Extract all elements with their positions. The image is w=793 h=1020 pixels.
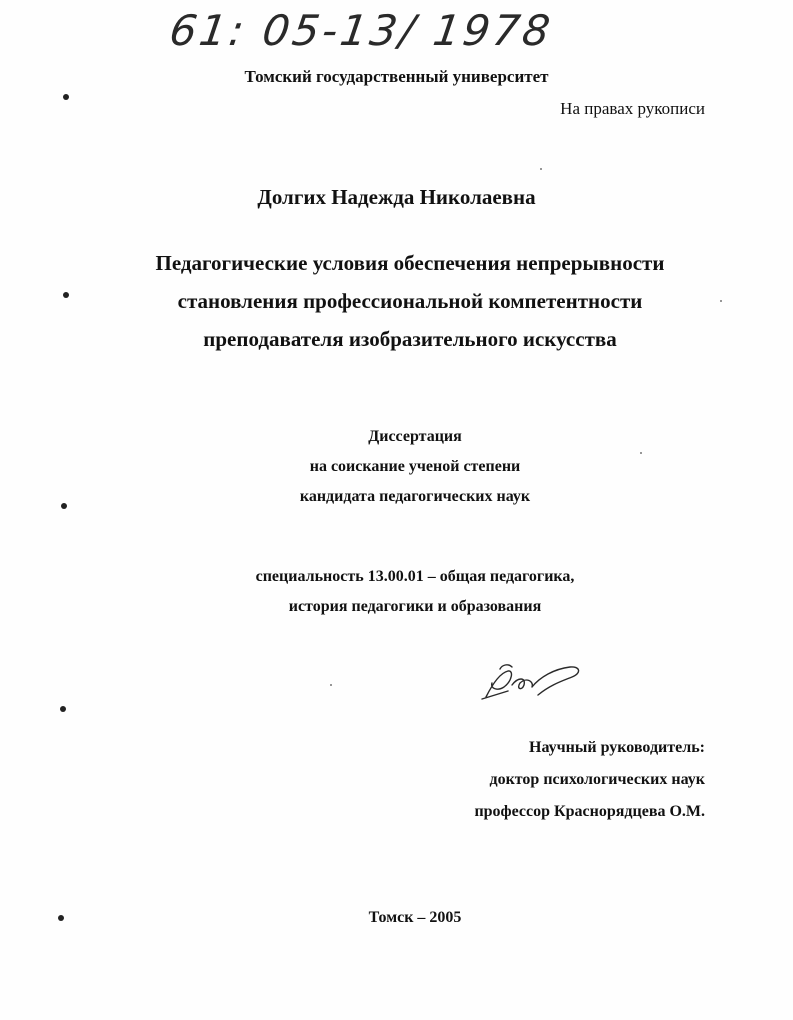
scan-speck xyxy=(640,452,642,454)
scan-speck xyxy=(540,168,542,170)
specialty-line: специальность 13.00.01 – общая педагогика, xyxy=(255,568,575,585)
specialty-info xyxy=(0,562,793,622)
author-name: Долгих Надежда Николаевна xyxy=(257,185,536,209)
supervisor-degree: доктор психологических наук xyxy=(489,771,705,788)
punch-hole-mark xyxy=(58,915,64,921)
title-line: Педагогические условия обеспечения непрерывности xyxy=(155,251,665,275)
supervisor-name: профессор Краснорядцева О.М. xyxy=(474,803,705,820)
city-year: Томск – 2005 xyxy=(368,909,462,926)
degree-info xyxy=(0,422,793,512)
supervisor-label: Научный руководитель: xyxy=(529,739,705,756)
degree-line: на соискание ученой степени xyxy=(309,458,521,475)
specialty-line: история педагогики и образования xyxy=(288,598,542,615)
title-line: становления профессиональной компетентности xyxy=(177,289,643,313)
handwritten-signature xyxy=(478,655,588,705)
title-line: преподавателя изобразительного искусства xyxy=(203,327,617,351)
scan-speck xyxy=(720,300,722,302)
punch-hole-mark xyxy=(60,706,66,712)
dissertation-label: Диссертация xyxy=(368,428,462,445)
supervisor-info xyxy=(474,732,705,828)
degree-line: кандидата педагогических наук xyxy=(299,488,531,505)
punch-hole-mark xyxy=(63,94,69,100)
punch-hole-mark xyxy=(61,503,67,509)
scan-speck xyxy=(330,684,332,686)
university-name: Томский государственный университет xyxy=(244,67,549,86)
dissertation-title xyxy=(60,244,760,358)
manuscript-note: На правах рукописи xyxy=(560,99,705,118)
punch-hole-mark xyxy=(63,292,69,298)
archive-code-handwritten: 61: 05-13/ 1978 xyxy=(166,6,556,55)
